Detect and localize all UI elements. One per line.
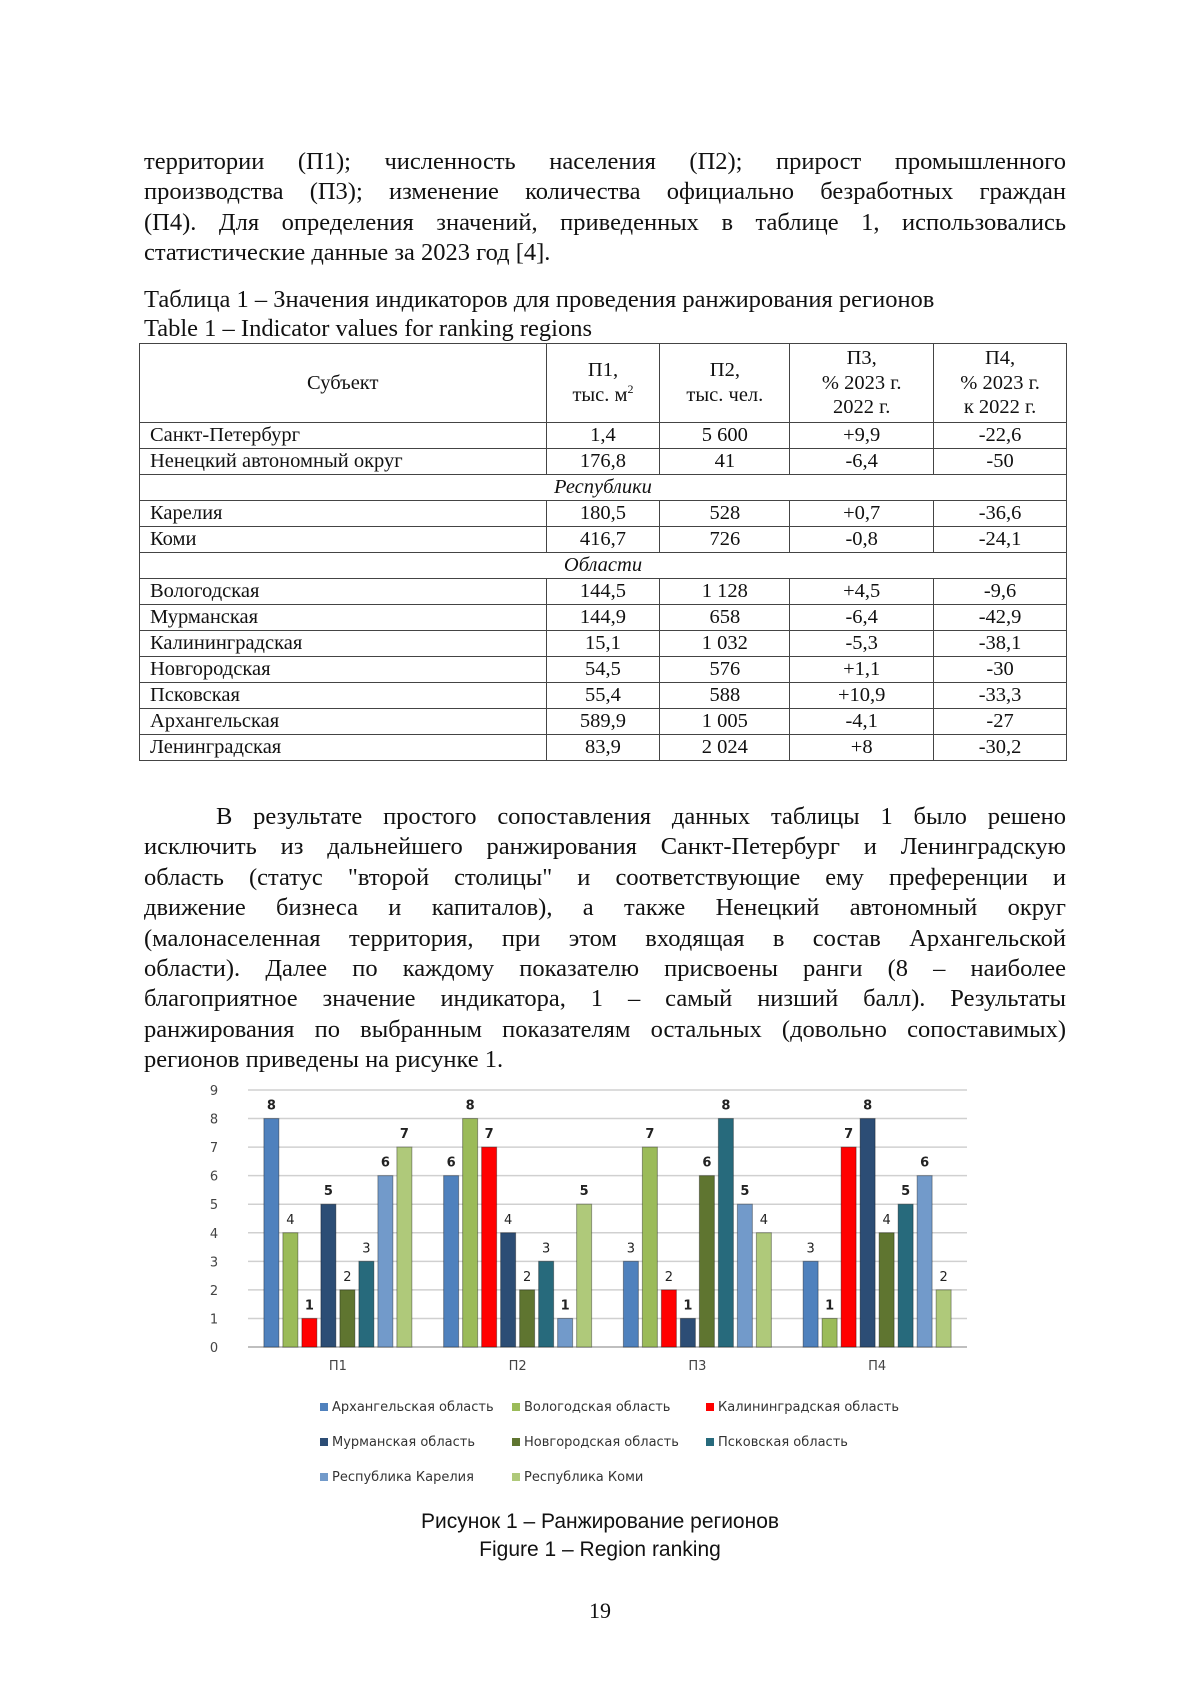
data-label: 1	[560, 1298, 570, 1314]
cell-p1: 1,4	[546, 422, 660, 448]
header-p2-title: П2,	[709, 359, 740, 382]
table-row	[140, 708, 1067, 734]
cell-p3: +9,9	[790, 422, 934, 448]
bar	[264, 1119, 279, 1347]
x-tick-label: П2	[508, 1359, 527, 1374]
text-line: область (статус "второй столицы" и соответствующие ему преференции и	[144, 863, 1066, 891]
data-label: 8	[266, 1098, 276, 1114]
table-row	[140, 656, 1067, 682]
header-p4	[934, 344, 1067, 423]
bar	[302, 1318, 317, 1347]
legend-swatch	[320, 1403, 328, 1411]
text-line: (П4). Для определения значений, приведенных в таблице 1, использовались	[144, 208, 1066, 236]
cell-p1: 144,5	[546, 578, 660, 604]
cell-p3: -6,4	[790, 604, 934, 630]
legend-swatch	[512, 1473, 520, 1481]
y-tick-label: 6	[209, 1169, 219, 1185]
paragraph-intro	[144, 147, 1066, 269]
legend-item	[320, 1400, 494, 1415]
chart-y-axis	[210, 1084, 218, 1356]
cell-subject: Мурманская	[140, 604, 547, 630]
bar	[860, 1119, 875, 1347]
table-row	[140, 526, 1067, 552]
bar	[661, 1290, 676, 1347]
legend-item	[512, 1400, 670, 1415]
table-group-row	[140, 552, 1067, 578]
table-header-row	[140, 344, 1067, 423]
y-tick-label: 4	[209, 1226, 219, 1242]
cell-p3: -4,1	[790, 708, 934, 734]
data-label: 1	[683, 1298, 693, 1314]
cell-p2: 576	[660, 656, 790, 682]
header-p4-base: к 2022 г.	[963, 396, 1037, 418]
bar	[444, 1176, 459, 1347]
text-line: исключить из дальнейшего ранжирования Санкт-Петербург и Ленинградскую	[144, 833, 1066, 861]
bar	[397, 1147, 412, 1347]
bar	[321, 1204, 336, 1347]
figure-caption-ru: Рисунок 1 – Ранжирование регионов	[420, 1510, 780, 1533]
legend-swatch	[706, 1438, 714, 1446]
bar	[558, 1318, 573, 1347]
legend-label: Республика Карелия	[332, 1470, 474, 1485]
chart-gridlines	[248, 1090, 967, 1347]
data-label: 7	[645, 1127, 655, 1143]
data-label: 8	[863, 1098, 873, 1114]
y-tick-label: 3	[209, 1255, 219, 1271]
bar	[718, 1119, 733, 1347]
bar	[642, 1147, 657, 1347]
cell-p1: 180,5	[546, 500, 660, 526]
legend-swatch	[320, 1473, 328, 1481]
bar	[699, 1176, 714, 1347]
cell-p4: -27	[934, 708, 1067, 734]
legend-label: Псковская область	[718, 1435, 848, 1450]
bar	[520, 1290, 535, 1347]
cell-subject: Псковская	[140, 682, 547, 708]
table-group-row	[140, 474, 1067, 500]
bar	[623, 1261, 638, 1347]
table-row	[140, 682, 1067, 708]
bar	[359, 1261, 374, 1347]
table-row	[140, 448, 1067, 474]
cell-p3: +1,1	[790, 656, 934, 682]
legend-swatch	[512, 1438, 520, 1446]
header-p4-unit: % 2023 г.	[960, 371, 1040, 394]
cell-p1: 55,4	[546, 682, 660, 708]
data-label: 8	[721, 1098, 731, 1114]
cell-p4: -22,6	[934, 422, 1067, 448]
ranking-bar-chart	[200, 1075, 990, 1380]
table-caption-en: Table 1 – Indicator values for ranking regions	[144, 315, 592, 342]
data-label: 1	[825, 1298, 835, 1314]
cell-p4: -36,6	[934, 500, 1067, 526]
legend-label: Республика Коми	[524, 1470, 644, 1485]
bar	[378, 1176, 393, 1347]
cell-p2: 41	[660, 448, 790, 474]
header-p3-base: 2022 г.	[833, 396, 891, 418]
legend-swatch	[320, 1438, 328, 1446]
text-line: В результате простого сопоставления данных таблицы 1 было решено	[216, 803, 1066, 830]
group-label-republics: Республики	[140, 474, 1067, 500]
cell-p3: +8	[790, 734, 934, 760]
data-label: 1	[304, 1298, 314, 1314]
cell-p1: 589,9	[546, 708, 660, 734]
bar	[463, 1119, 478, 1347]
cell-p3: -5,3	[790, 630, 934, 656]
data-label: 2	[343, 1269, 352, 1285]
table-row	[140, 578, 1067, 604]
data-label: 5	[901, 1184, 911, 1200]
bar	[841, 1147, 856, 1347]
data-label: 4	[882, 1212, 891, 1228]
y-tick-label: 9	[209, 1084, 219, 1099]
cell-p3: +10,9	[790, 682, 934, 708]
table-row	[140, 630, 1067, 656]
legend-label: Мурманская область	[332, 1435, 475, 1450]
header-p1-unit: тыс. м	[572, 383, 628, 406]
x-tick-label: П4	[868, 1359, 887, 1374]
x-tick-label: П1	[328, 1359, 347, 1374]
indicator-table	[139, 343, 1067, 761]
data-label: 2	[522, 1269, 532, 1285]
header-p1-sup: 2	[627, 381, 634, 396]
text-line: благоприятное значение индикатора, 1 – самый низший балл). Результаты	[144, 985, 1066, 1013]
y-tick-label: 8	[209, 1112, 219, 1128]
header-p2	[660, 344, 790, 423]
cell-p2: 1 128	[660, 578, 790, 604]
figure-caption-en: Figure 1 – Region ranking	[479, 1538, 721, 1561]
data-label: 2	[664, 1269, 674, 1285]
bar	[822, 1318, 837, 1347]
y-tick-label: 1	[209, 1312, 219, 1328]
data-label: 5	[740, 1184, 750, 1200]
paragraph-results	[144, 802, 1066, 1076]
legend-item	[512, 1435, 679, 1450]
text-line: (малонаселенная территория, при этом входящая в состав Архангельской	[144, 924, 1066, 952]
cell-p2: 528	[660, 500, 790, 526]
data-label: 3	[541, 1241, 551, 1257]
cell-p2: 1 005	[660, 708, 790, 734]
data-label: 6	[920, 1155, 930, 1171]
table-row	[140, 422, 1067, 448]
data-label: 2	[939, 1269, 948, 1285]
bar	[898, 1204, 913, 1347]
cell-p4: -50	[934, 448, 1067, 474]
data-label: 3	[626, 1241, 636, 1257]
data-label: 6	[446, 1155, 456, 1171]
data-label: 6	[380, 1155, 390, 1171]
cell-p4: -33,3	[934, 682, 1067, 708]
text-line: производства (П3); изменение количества официально безработных граждан	[144, 178, 1066, 206]
cell-p1: 54,5	[546, 656, 660, 682]
data-label: 4	[759, 1212, 769, 1228]
cell-p3: +4,5	[790, 578, 934, 604]
cell-p2: 1 032	[660, 630, 790, 656]
header-p1-title: П1,	[587, 359, 619, 382]
bar	[803, 1261, 818, 1347]
header-p3-title: П3,	[846, 347, 877, 369]
legend-item	[320, 1470, 474, 1485]
cell-subject: Вологодская	[140, 578, 547, 604]
data-label: 3	[806, 1241, 815, 1257]
cell-subject: Ленинградская	[140, 734, 547, 760]
text-line: движение бизнеса и капиталов), а также Ненецкий автономный округ	[144, 894, 1066, 922]
cell-subject: Калининградская	[140, 630, 547, 656]
cell-p1: 416,7	[546, 526, 660, 552]
header-p1	[546, 344, 660, 423]
data-label: 6	[702, 1155, 712, 1171]
y-tick-label: 5	[209, 1198, 219, 1214]
text-line: области). Далее по каждому показателю присвоены ранги (8 – наиболее	[144, 954, 1066, 982]
table-row	[140, 734, 1067, 760]
bar	[501, 1233, 516, 1347]
bar	[340, 1290, 355, 1347]
legend-item	[706, 1400, 899, 1415]
cell-p3: -6,4	[790, 448, 934, 474]
text-line: территории (П1); численность населения (П2); прирост промышленного	[144, 148, 1066, 175]
cell-p1: 83,9	[546, 734, 660, 760]
bar	[283, 1233, 298, 1347]
cell-p1: 176,8	[546, 448, 660, 474]
bar	[917, 1176, 932, 1347]
legend-item	[512, 1470, 643, 1485]
cell-subject: Новгородская	[140, 656, 547, 682]
legend-label: Вологодская область	[524, 1400, 671, 1415]
y-tick-label: 2	[209, 1283, 219, 1299]
legend-label: Архангельская область	[332, 1400, 494, 1415]
data-label: 4	[286, 1212, 295, 1228]
bar	[879, 1233, 894, 1347]
cell-p2: 588	[660, 682, 790, 708]
y-tick-label: 0	[209, 1341, 219, 1356]
bar	[539, 1261, 554, 1347]
cell-subject: Коми	[140, 526, 547, 552]
legend-item	[320, 1435, 475, 1450]
cell-p4: -30	[934, 656, 1067, 682]
cell-p4: -9,6	[934, 578, 1067, 604]
text-line: ранжирования по выбранным показателям остальных (довольно сопоставимых)	[144, 1015, 1066, 1043]
data-label: 7	[844, 1127, 854, 1143]
data-label: 7	[399, 1127, 409, 1143]
bar	[936, 1290, 951, 1347]
cell-p4: -42,9	[934, 604, 1067, 630]
chart-x-axis	[329, 1359, 886, 1374]
cell-subject: Карелия	[140, 500, 547, 526]
y-tick-label: 7	[209, 1141, 219, 1157]
header-subject: Субъект	[140, 344, 547, 423]
cell-subject: Архангельская	[140, 708, 547, 734]
cell-p4: -24,1	[934, 526, 1067, 552]
cell-p2: 2 024	[660, 734, 790, 760]
data-label: 3	[362, 1241, 371, 1257]
cell-p3: +0,7	[790, 500, 934, 526]
cell-p4: -38,1	[934, 630, 1067, 656]
legend-label: Калининградская область	[718, 1400, 899, 1415]
cell-subject: Санкт-Петербург	[140, 422, 547, 448]
cell-p1: 15,1	[546, 630, 660, 656]
legend-swatch	[706, 1403, 714, 1411]
text-line: регионов приведены на рисунке 1.	[144, 1046, 504, 1074]
cell-p4: -30,2	[934, 734, 1067, 760]
header-p4-title: П4,	[984, 347, 1016, 369]
header-p2-unit: тыс. чел.	[686, 383, 764, 406]
legend-label: Новгородская область	[524, 1435, 679, 1450]
data-label: 5	[323, 1184, 333, 1200]
bar	[482, 1147, 497, 1347]
cell-p2: 658	[660, 604, 790, 630]
data-label: 4	[503, 1212, 513, 1228]
x-tick-label: П3	[688, 1359, 707, 1374]
group-label-oblasts: Области	[140, 552, 1067, 578]
bar	[577, 1204, 592, 1347]
header-p3	[790, 344, 934, 423]
table-row	[140, 500, 1067, 526]
bar	[756, 1233, 771, 1347]
cell-p1: 144,9	[546, 604, 660, 630]
bar	[737, 1204, 752, 1347]
cell-subject: Ненецкий автономный округ	[140, 448, 547, 474]
header-p3-unit: % 2023 г.	[821, 371, 902, 394]
data-label: 8	[465, 1098, 475, 1114]
data-label: 7	[484, 1127, 494, 1143]
page-number: 19	[589, 1598, 611, 1623]
table-caption-ru: Таблица 1 – Значения индикаторов для проведения ранжирования регионов	[144, 286, 935, 313]
bar	[680, 1318, 695, 1347]
legend-item	[706, 1435, 848, 1450]
legend-swatch	[512, 1403, 520, 1411]
text-line: статистические данные за 2023 год [4].	[144, 239, 551, 267]
cell-p2: 5 600	[660, 422, 790, 448]
table-row	[140, 604, 1067, 630]
cell-p2: 726	[660, 526, 790, 552]
cell-p3: -0,8	[790, 526, 934, 552]
data-label: 5	[579, 1184, 589, 1200]
